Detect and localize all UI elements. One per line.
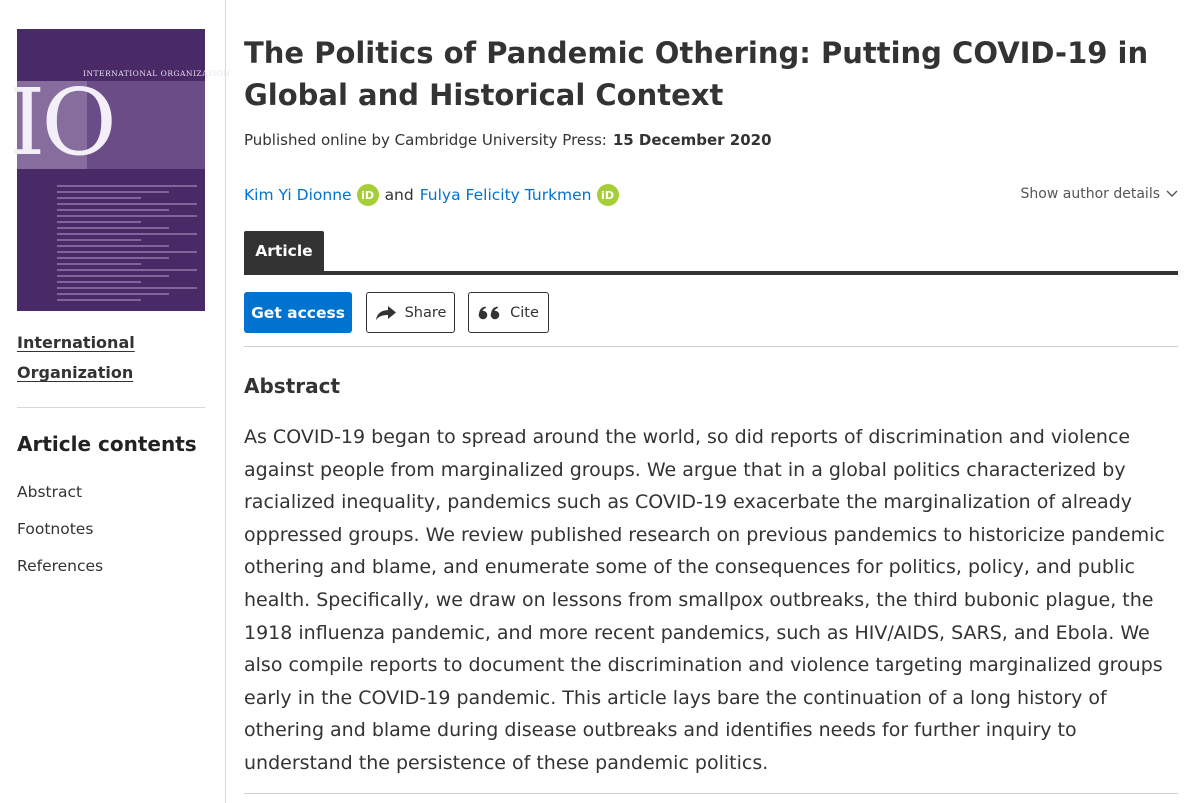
contents-item-footnotes[interactable]: Footnotes [17,520,94,538]
contents-item-references[interactable]: References [17,557,104,575]
published-label: Published online by Cambridge University Press: [244,131,607,149]
sidebar-divider [17,407,205,408]
publication-info [244,131,772,149]
share-button[interactable] [366,292,455,333]
cover-table-of-contents [57,185,197,305]
cover-io-logo: IO [9,69,113,176]
journal-link[interactable]: International Organization [17,333,135,382]
get-access-button[interactable]: Get access [244,292,352,333]
contents-item-abstract[interactable]: Abstract [17,483,83,501]
cover-journal-name: INTERNATIONAL ORGANIZATION [83,69,231,78]
show-author-details-label: Show author details [1020,186,1160,202]
abstract-heading: Abstract [244,374,341,398]
orcid-icon[interactable]: iD [597,184,619,206]
tab-underline [244,271,1178,275]
cite-button[interactable] [468,292,549,333]
sidebar [0,0,231,803]
author-link-2[interactable]: Fulya Felicity Turkmen [419,186,592,204]
article-contents-heading: Article contents [17,432,197,456]
author-list [244,184,625,206]
article-contents-list [17,480,103,591]
article-title: The Politics of Pandemic Othering: Putting COVID-19 in Global and Historical Context [244,36,1149,112]
published-date: 15 December 2020 [612,131,772,149]
share-arrow-icon [375,305,397,321]
section-divider [244,793,1178,794]
show-author-details-toggle[interactable] [1021,186,1178,202]
quote-icon [478,306,502,320]
authors-joiner: and [384,186,414,204]
chevron-down-icon [1166,190,1178,198]
journal-cover-image[interactable] [9,29,231,311]
cite-label: Cite [510,304,539,321]
tab-article[interactable]: Article [244,231,324,273]
abstract-text: As COVID-19 began to spread around the world, so did reports of discrimination and violence against people from marginalized groups. We argue that in a global politics characterized by racialized inequality, pandemics such as COVID-19 exacerbate the marginalization of already oppressed groups. We review published research on previous pandemics to historicize pandemic othering and blame, and enumerate some of the consequences for politics, policy, and public health. Specifically, we draw on lessons from smallpox outbreaks, the third bubonic plague, the 1918 influenza pandemic, and more recent pandemics, such as HIV/AIDS, SARS, and Ebola. We also compile reports to document the discrimination and violence targeting marginalized groups early in the COVID-19 pandemic. This article lays bare the continuation of a long history of othering and blame during disease outbreaks and identifies needs for further inquiry to understand the persistence of these pandemic politics. [244,426,1165,774]
share-label: Share [404,304,447,321]
section-divider [244,346,1178,347]
orcid-icon[interactable]: iD [357,184,379,206]
author-link-1[interactable]: Kim Yi Dionne [244,186,352,204]
